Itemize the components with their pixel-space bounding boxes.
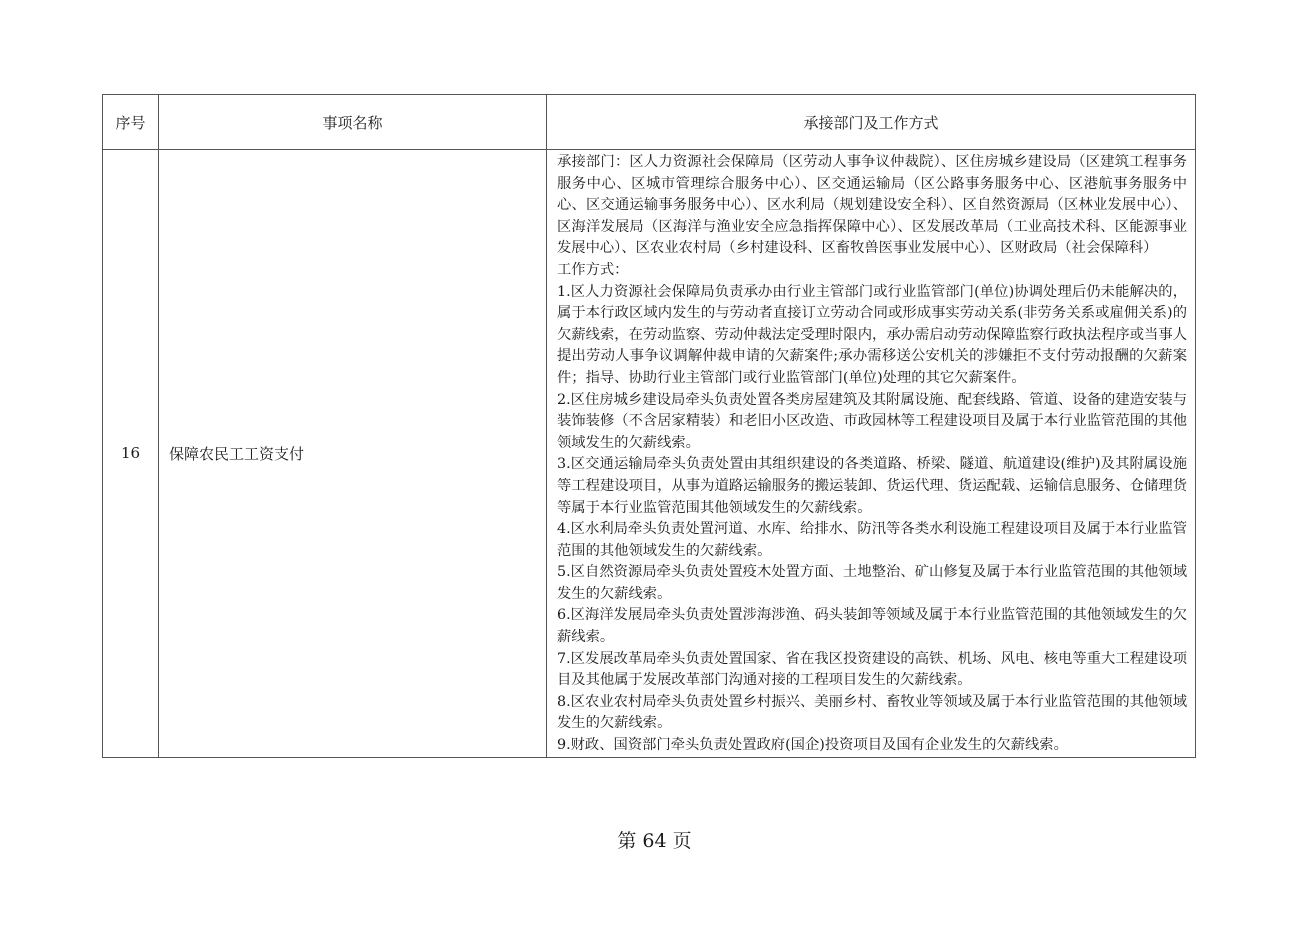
work-method-heading: 工作方式： (557, 261, 629, 278)
work-method-item-5: 5.区自然资源局牵头负责处置疫木处置方面、土地整治、矿山修复及属于本行业监管范围的其他领域发生的欠薪线索。 (557, 564, 1187, 602)
header-matter-name: 事项名称 (159, 95, 547, 150)
work-method-item-8: 8.区农业农村局牵头负责处置乡村振兴、美丽乡村、畜牧业等领域及属于本行业监管范围的其他领域发生的欠薪线索。 (557, 693, 1187, 732)
departments-paragraph: 承接部门：区人力资源社会保障局（区劳动人事争议仲裁院）、区住房城乡建设局（区建筑工程事务服务中心、区城市管理综合服务中心）、区交通运输局（区公路事务服务中心、区港航事务服务中心、区交通运输事务服务中心）、区水利局（规划建设安全科）、区自然资源局（区林业发展中心）、区海洋发展局（区海洋与渔业安全应急指挥保障中心）、区发展改革局（工业高技术科、区能源事业发展中心）、区农业农村局（乡村建设科、区畜牧兽医事业发展中心）、区财政局（社会保障科） (557, 154, 1187, 257)
row-department-and-method (547, 150, 1196, 758)
work-method-item-6: 6.区海洋发展局牵头负责处置涉海涉渔、码头装卸等领域及属于本行业监管范围的其他领域发生的欠薪线索。 (557, 607, 1187, 646)
header-department-and-method: 承接部门及工作方式 (547, 95, 1196, 150)
work-method-item-3: 3.区交通运输局牵头负责处置由其组织建设的各类道路、桥梁、隧道、航道建设(维护)及其附属设施等工程建设项目，从事为道路运输服务的搬运装卸、货运代理、货运配载、运输信息服务、仓储理货等属于本行业监管范围其他领域发生的欠薪线索。 (557, 456, 1187, 516)
table-row (103, 150, 1196, 758)
table-header-row (103, 95, 1196, 150)
work-method-item-4: 4.区水利局牵头负责处置河道、水库、给排水、防汛等各类水利设施工程建设项目及属于本行业监管范围的其他领域发生的欠薪线索。 (557, 521, 1187, 559)
header-serial-number: 序号 (103, 95, 159, 150)
work-method-item-9: 9.财政、国资部门牵头负责处置政府(国企)投资项目及国有企业发生的欠薪线索。 (557, 737, 1068, 754)
row-matter-name: 保障农民工工资支付 (159, 150, 547, 758)
work-method-item-2: 2.区住房城乡建设局牵头负责处置各类房屋建筑及其附属设施、配套线路、管道、设备的建造安装与装饰装修（不含居家精装）和老旧小区改造、市政园林等工程建设项目及属于本行业监管范围的其他领域发生的欠薪线索。 (557, 391, 1187, 451)
matters-table (102, 94, 1196, 758)
page-number: 第 64 页 (617, 830, 692, 852)
work-method-item-1: 1.区人力资源社会保障局负责承办由行业主管部门或行业监管部门(单位)协调处理后仍未能解决的，属于本行政区域内发生的与劳动者直接订立劳动合同或形成事实劳动关系(非劳务关系或雇佣关系)的欠薪线索，在劳动监察、劳动仲裁法定受理时限内，承办需启动劳动保障监察行政执法程序或当事人提出劳动人事争议调解仲裁申请的欠薪案件;承办需移送公安机关的涉嫌拒不支付劳动报酬的欠薪案件；指导、协助行业主管部门或行业监管部门(单位)处理的其它欠薪案件。 (557, 283, 1187, 386)
row-serial-number: 16 (103, 150, 159, 758)
work-method-item-7: 7.区发展改革局牵头负责处置国家、省在我区投资建设的高铁、机场、风电、核电等重大工程建设项目及其他属于发展改革部门沟通对接的工程项目发生的欠薪线索。 (557, 650, 1187, 689)
